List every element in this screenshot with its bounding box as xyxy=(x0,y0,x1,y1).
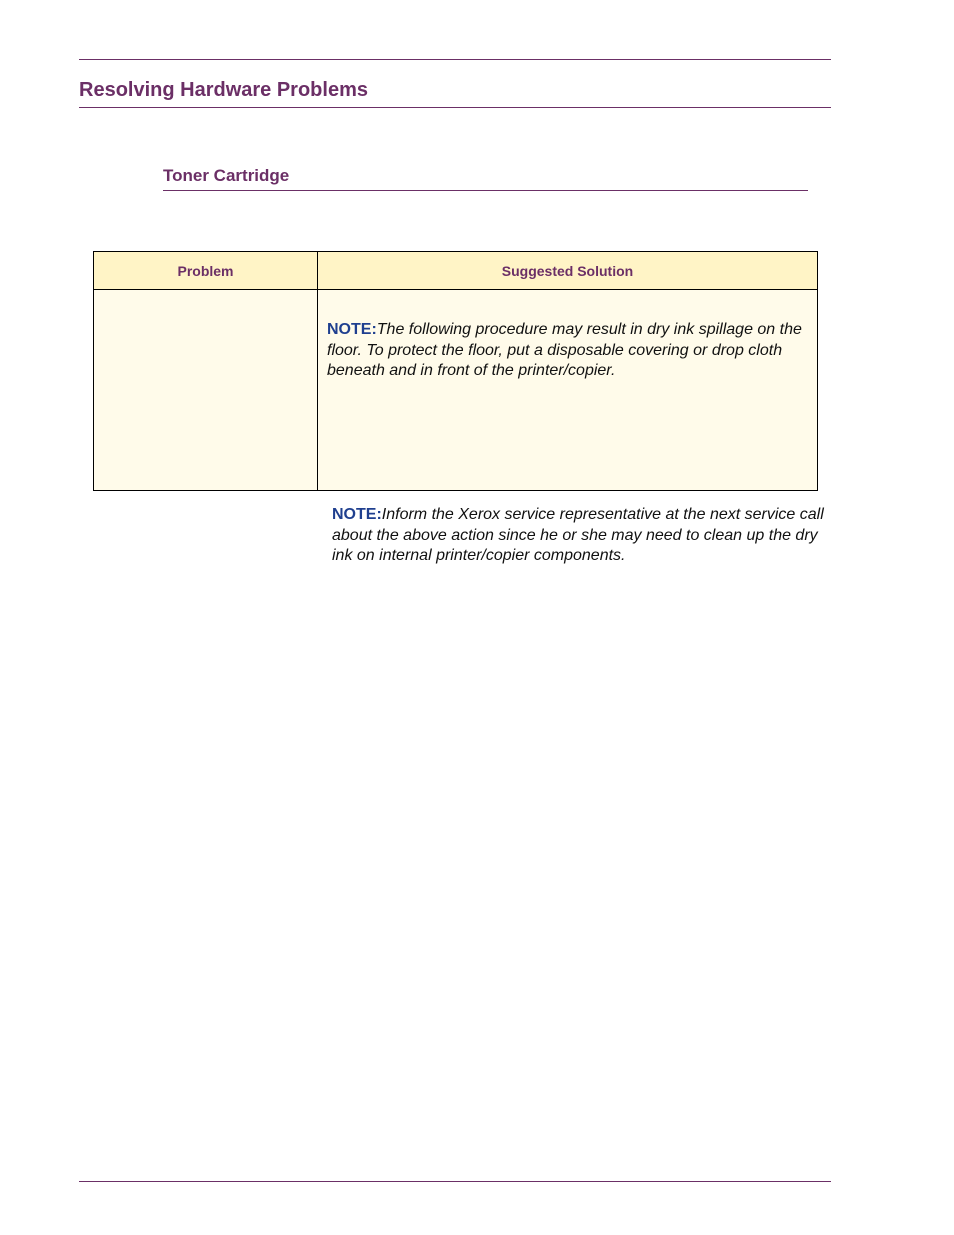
solution-note xyxy=(318,290,817,382)
solution-cell xyxy=(318,290,818,491)
problem-cell xyxy=(94,290,318,491)
note-label: NOTE: xyxy=(332,506,382,523)
column-header-suggested-solution: Suggested Solution xyxy=(318,252,818,290)
column-header-problem: Problem xyxy=(94,252,318,290)
troubleshooting-table xyxy=(93,251,818,491)
problem-cell-text xyxy=(94,290,317,320)
section-underline xyxy=(163,190,808,191)
note-label: NOTE: xyxy=(327,321,377,338)
table-row xyxy=(94,290,818,491)
title-underline xyxy=(79,107,831,108)
page-title: Resolving Hardware Problems xyxy=(79,79,368,101)
top-rule xyxy=(79,59,831,60)
footer-rule xyxy=(79,1181,831,1182)
section-title: Toner Cartridge xyxy=(163,166,290,185)
note-text: The following procedure may result in dry ink spillage on the floor. To protect the floor, put a disposable covering or drop cloth beneath and in front of the printer/copier. xyxy=(327,321,802,379)
service-note xyxy=(332,505,832,567)
note-text: Inform the Xerox service representative at the next service call about the above action since he or she may need to clean up the dry ink on internal printer/copier components. xyxy=(332,506,824,564)
table-header-row xyxy=(94,252,818,290)
